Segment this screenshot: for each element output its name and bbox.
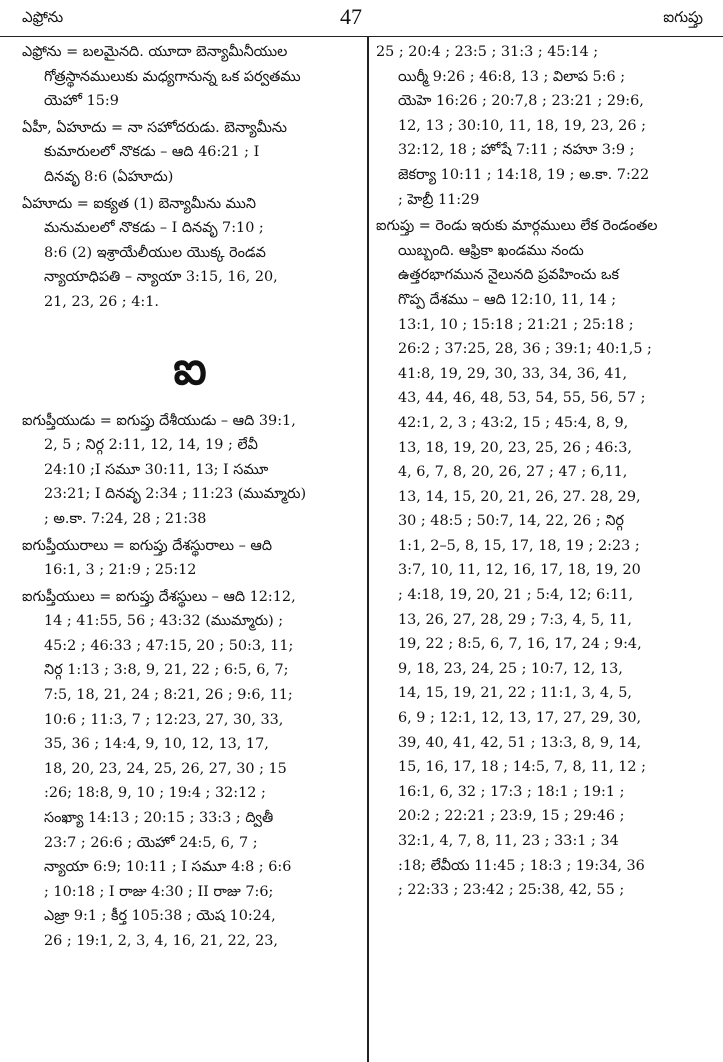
entry-line: 13:1, 10 ; 15:18 ; 21:21 ; 25:18 ;	[398, 316, 634, 333]
entry-line: 23:7 ; 26:6 ; యెహో 24:5, 6, 7 ;	[44, 834, 258, 851]
entry-line: 1:1, 2–5, 8, 15, 17, 18, 19 ; 2:23 ;	[398, 537, 640, 554]
entry-line: 39, 40, 41, 42, 51 ; 13:3, 8, 9, 14,	[398, 734, 642, 751]
entry-line: దినవృ 8:6 (ఏహూదు)	[44, 168, 174, 185]
entry-line: 12, 13 ; 30:10, 11, 18, 19, 23, 26 ;	[398, 117, 646, 134]
entry-line: 41:8, 19, 29, 30, 33, 34, 36, 41,	[398, 365, 628, 382]
entry-line: 14, 15, 19, 21, 22 ; 11:1, 3, 4, 5,	[398, 685, 632, 702]
entry-line: గొప్ప దేశము – ఆది 12:10, 11, 14 ;	[398, 291, 617, 308]
entry-line: ఉత్తరభాగమున నైలునది ప్రవహించు ఒక	[398, 267, 620, 284]
entry-line: న్యాయా 6:9; 10:11 ; I సమూ 4:8 ; 6:6	[44, 859, 292, 876]
entry-line: యిర్మీ 9:26 ; 46:8, 13 ; విలాప 5:6 ;	[398, 68, 626, 85]
entry-line: 32:12, 18 ; హోషే 7:11 ; నహూ 3:9 ;	[398, 142, 635, 159]
entry-headline: ఐగుప్తీయులు = ఐగుప్తు దేశస్థులు – ఆది 12:12,	[22, 588, 296, 605]
entry-line: 13, 26, 27, 28, 29 ; 7:3, 4, 5, 11,	[398, 611, 632, 628]
entry-line: ; అ.కా. 7:24, 28 ; 21:38	[44, 510, 207, 527]
section-letter: ఐ	[173, 340, 207, 395]
entry-line: 26 ; 19:1, 2, 3, 4, 16, 21, 22, 23,	[44, 933, 278, 949]
entry-line: :26; 18:8, 9, 10 ; 19:4 ; 32:12 ;	[44, 785, 266, 802]
entry-line: యిబ్బంది. ఆఫ్రికా ఖండము నందు	[398, 242, 584, 259]
running-head-right: ఐగుప్తు	[663, 8, 703, 26]
entry-line: 16:1, 3 ; 21:9 ; 25:12	[44, 562, 197, 579]
entry-line: 21, 23, 26 ; 4:1.	[44, 293, 159, 310]
entry-line: 2, 5 ; నిర్గ 2:11, 12, 14, 19 ; లేవీ	[44, 437, 258, 454]
entry-line: 15, 16, 17, 18 ; 14:5, 7, 8, 11, 12 ;	[398, 759, 646, 776]
entry-line: 13, 14, 15, 20, 21, 26, 27. 28, 29,	[398, 488, 641, 505]
entry-line: సంఖ్యా 14:13 ; 20:15 ; 33:3 ; ద్వితీ	[44, 810, 274, 827]
entry-headline: 25 ; 20:4 ; 23:5 ; 31:3 ; 45:14 ;	[376, 44, 599, 60]
entry-line: 18, 20, 23, 24, 25, 26, 27, 30 ; 15	[44, 760, 287, 777]
dictionary-entry	[22, 409, 358, 532]
entry-line: ఎజ్రా 9:1 ; కీర్త 105:38 ; యెష 10:24,	[44, 908, 276, 925]
dictionary-entry	[22, 40, 358, 114]
page-header	[0, 0, 723, 37]
entry-headline: ఐగుప్తీయుడు = ఐగుప్తు దేశీయుడు – ఆది 39:1,	[22, 412, 296, 429]
column-divider	[367, 36, 369, 1062]
entry-line: :18; లేవీయ 11:45 ; 18:3 ; 19:34, 36	[398, 857, 645, 874]
entry-headline: ఎఫ్రోను = బలమైనది. యూదా బెన్యామీనీయుల	[22, 44, 288, 60]
entry-headline: ఐగుప్తు = రెండు ఇరుకు మార్గములు లేక రెండంతల	[376, 218, 658, 235]
entry-line: 30 ; 48:5 ; 50:7, 14, 22, 26 ; నిర్గ	[398, 513, 624, 530]
entry-line: 3:7, 10, 11, 12, 16, 17, 18, 19, 20	[398, 562, 641, 579]
entry-line: 19, 22 ; 8:5, 6, 7, 16, 17, 24 ; 9:4,	[398, 636, 642, 653]
entry-line: కుమారులలో నొకడు – ఆది 46:21 ; I	[44, 144, 260, 161]
entry-line: జెకర్యా 10:11 ; 14:18, 19 ; అ.కా. 7:22	[398, 166, 650, 183]
entry-line: 4, 6, 7, 8, 20, 26, 27 ; 47 ; 6,11,	[398, 464, 628, 481]
entry-line: న్యాయాధిపతి – న్యాయా 3:15, 16, 20,	[44, 269, 278, 286]
entry-line: 9, 18, 23, 24, 25 ; 10:7, 12, 13,	[398, 660, 623, 677]
entry-line: 20:2 ; 22:21 ; 23:9, 15 ; 29:46 ;	[398, 808, 625, 825]
dictionary-entry	[22, 116, 358, 190]
entry-line: 23:21; I దినవృ 2:34 ; 11:23 (ముమ్మారు)	[44, 486, 307, 503]
entries-before-section	[22, 40, 358, 315]
dictionary-entry	[22, 585, 358, 954]
entry-line: ; 4:18, 19, 20, 21 ; 5:4, 12; 6:11,	[398, 587, 634, 604]
entry-line: నిర్గ 1:13 ; 3:8, 9, 21, 22 ; 6:5, 6, 7;	[44, 662, 289, 679]
running-head-left: ఎఫ్రోను	[22, 8, 64, 26]
entry-line: 7:5, 18, 21, 24 ; 8:21, 26 ; 9:6, 11;	[44, 687, 293, 704]
entry-line: 26:2 ; 37:25, 28, 36 ; 39:1; 40:1,5 ;	[398, 341, 652, 358]
entry-line: ; 22:33 ; 23:42 ; 25:38, 42, 55 ;	[398, 882, 625, 899]
entry-line: 6, 9 ; 12:1, 12, 13, 17, 27, 29, 30,	[398, 710, 642, 727]
entries-after-section	[22, 409, 358, 954]
entry-line: 13, 18, 19, 20, 23, 25, 26 ; 46:3,	[398, 439, 632, 456]
entry-line: మనుమలలో నొకడు – I దినవృ 7:10 ;	[44, 220, 264, 237]
entry-line: 10:6 ; 11:3, 7 ; 12:23, 27, 30, 33,	[44, 711, 284, 728]
entry-line: 43, 44, 46, 48, 53, 54, 55, 56, 57 ;	[398, 390, 646, 407]
entry-headline: ఏహూదు = ఐక్యత (1) బెన్యామీను ముని	[22, 195, 256, 212]
right-column	[376, 40, 710, 905]
entry-headline: ఐగుప్తీయురాలు = ఐగుప్తు దేశస్థురాలు – ఆది	[22, 537, 272, 554]
entry-line: యెహె 16:26 ; 20:7,8 ; 23:21 ; 29:6,	[398, 93, 644, 110]
dictionary-entry	[22, 534, 358, 583]
entry-line: యెహో 15:9	[44, 93, 119, 110]
entry-line: 32:1, 4, 7, 8, 11, 23 ; 33:1 ; 34	[398, 833, 619, 849]
dictionary-entry	[376, 40, 710, 212]
entry-line: 8:6 (2) ఇశ్రాయేలీయుల యొక్క రెండవ	[44, 244, 266, 261]
entry-line: 14 ; 41:55, 56 ; 43:32 (ముమ్మారు) ;	[44, 613, 284, 630]
entry-line: 35, 36 ; 14:4, 9, 10, 12, 13, 17,	[44, 736, 269, 753]
entry-line: గోత్రస్థానములుకు మధ్యగానున్న ఒక పర్వతము	[44, 68, 301, 85]
entry-line: ; 10:18 ; I రాజు 4:30 ; II రాజు 7:6;	[44, 883, 274, 900]
page-number: 47	[340, 4, 362, 29]
entry-line: ; హెబ్రీ 11:29	[398, 191, 480, 208]
entry-line: 42:1, 2, 3 ; 43:2, 15 ; 45:4, 8, 9,	[398, 414, 629, 431]
entry-headline: ఏహీ, ఏహూదు = నా సహోదరుడు. బెన్యామీను	[22, 119, 287, 136]
entry-line: 24:10 ;I సమూ 30:11, 13; I సమూ	[44, 461, 269, 478]
entry-line: 45:2 ; 46:33 ; 47:15, 20 ; 50:3, 11;	[44, 637, 294, 654]
dictionary-entry	[22, 192, 358, 315]
right-entries	[376, 40, 710, 903]
entry-line: 16:1, 6, 32 ; 17:3 ; 18:1 ; 19:1 ;	[398, 783, 625, 800]
left-column	[22, 40, 358, 956]
dictionary-entry	[376, 214, 710, 903]
